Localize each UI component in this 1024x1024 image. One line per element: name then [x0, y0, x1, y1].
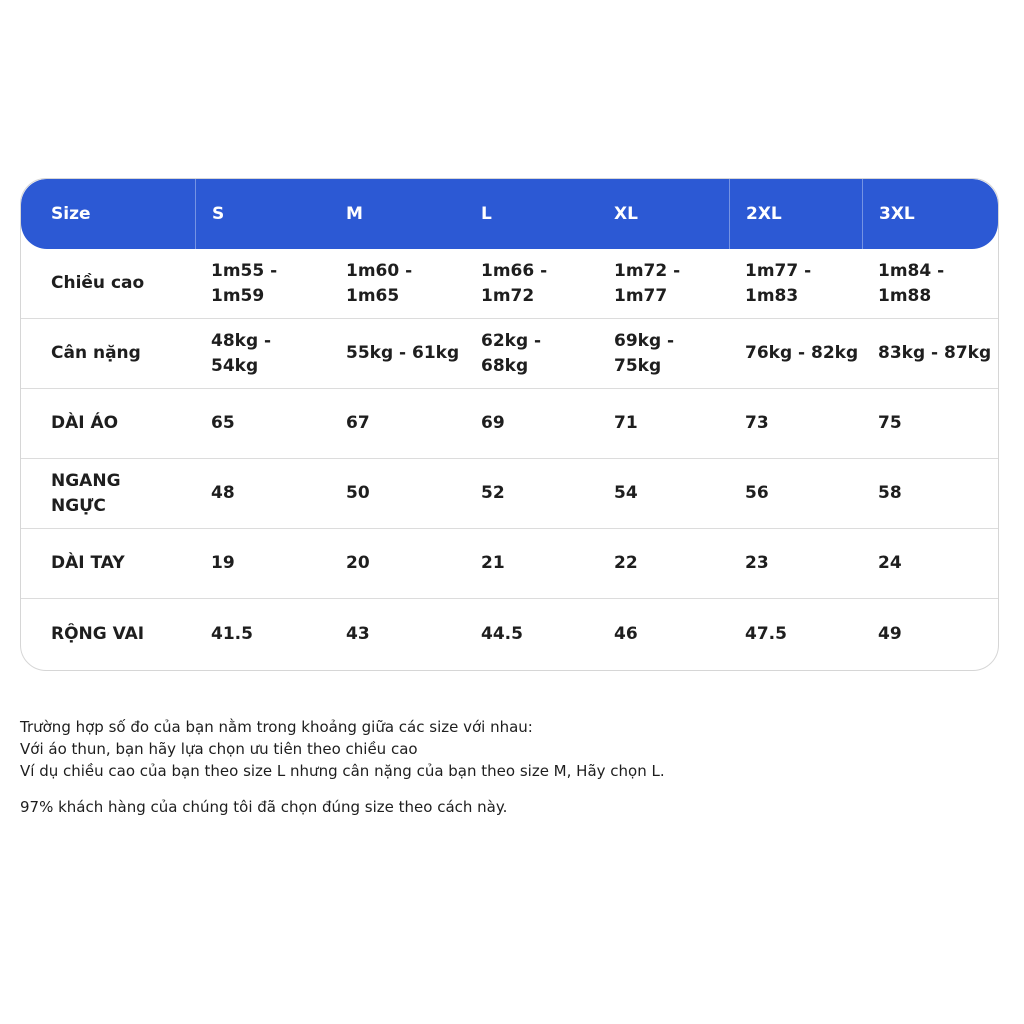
note-line: 97% khách hàng của chúng tôi đã chọn đúng size theo cách này.: [20, 798, 508, 816]
table-cell: 65: [211, 413, 235, 433]
header-cell-l: L: [481, 203, 492, 224]
table-row-chieu-cao: [21, 249, 998, 319]
table-cell: 69: [481, 413, 505, 433]
table-cell: 23: [745, 553, 769, 573]
header-cell-m: M: [346, 203, 363, 224]
table-header-row: [21, 179, 998, 249]
row-label: DÀI ÁO: [51, 413, 119, 433]
table-cell: 1m55 - 1m59: [211, 260, 278, 306]
table-cell: 1m66 - 1m72: [481, 260, 548, 306]
header-cell-s: S: [195, 179, 330, 249]
note-line: Ví dụ chiều cao của bạn theo size L nhưng cân nặng của bạn theo size M, Hãy chọn L.: [20, 762, 665, 780]
table-cell: 62kg - 68kg: [481, 330, 542, 376]
table-cell: 1m84 - 1m88: [878, 260, 945, 306]
table-cell: 50: [346, 483, 370, 503]
table-cell: 21: [481, 553, 505, 573]
row-label: RỘNG VAI: [51, 623, 145, 644]
table-row-dai-tay: [21, 529, 998, 599]
table-cell: 54: [614, 483, 638, 503]
note-line: Với áo thun, bạn hãy lựa chọn ưu tiên theo chiều cao: [20, 740, 418, 758]
table-cell: 24: [878, 553, 902, 573]
table-cell: 46: [614, 623, 638, 644]
table-row-rong-vai: [21, 599, 998, 669]
note-line: Trường hợp số đo của bạn nằm trong khoảng giữa các size với nhau:: [20, 718, 533, 736]
table-cell: 58: [878, 483, 902, 503]
table-cell: 1m72 - 1m77: [614, 260, 681, 306]
table-cell: 49: [878, 623, 902, 644]
size-notes: [20, 716, 1000, 818]
note-spacer: [20, 782, 1000, 796]
table-cell: 43: [346, 623, 370, 644]
table-cell: 55kg - 61kg: [346, 343, 460, 363]
header-cell-2xl: 2XL: [729, 179, 862, 249]
table-cell: 1m60 - 1m65: [346, 260, 413, 306]
table-cell: 69kg - 75kg: [614, 330, 675, 376]
table-row-dai-ao: [21, 389, 998, 459]
table-cell: 56: [745, 483, 769, 503]
row-label: NGANG NGỰC: [51, 470, 121, 516]
table-cell: 22: [614, 553, 638, 573]
row-label: Cân nặng: [51, 343, 141, 363]
table-cell: 41.5: [211, 623, 253, 644]
table-cell: 44.5: [481, 623, 523, 644]
row-label: DÀI TAY: [51, 553, 125, 573]
header-cell-size: Size: [51, 203, 91, 224]
table-cell: 76kg - 82kg: [745, 343, 859, 363]
table-cell: 73: [745, 413, 769, 433]
table-cell: 75: [878, 413, 902, 433]
row-label: Chiều cao: [51, 273, 145, 293]
table-cell: 20: [346, 553, 370, 573]
table-row-ngang-nguc: [21, 459, 998, 529]
table-cell: 48kg - 54kg: [211, 330, 272, 376]
header-cell-3xl: 3XL: [862, 179, 998, 249]
size-chart-table: [20, 178, 999, 671]
table-cell: 48: [211, 483, 235, 503]
header-cell-xl: XL: [614, 203, 638, 224]
table-cell: 71: [614, 413, 638, 433]
table-cell: 47.5: [745, 623, 787, 644]
table-cell: 83kg - 87kg: [878, 343, 992, 363]
table-row-can-nang: [21, 319, 998, 389]
table-cell: 19: [211, 553, 235, 573]
table-cell: 1m77 - 1m83: [745, 260, 812, 306]
table-cell: 67: [346, 413, 370, 433]
table-cell: 52: [481, 483, 505, 503]
